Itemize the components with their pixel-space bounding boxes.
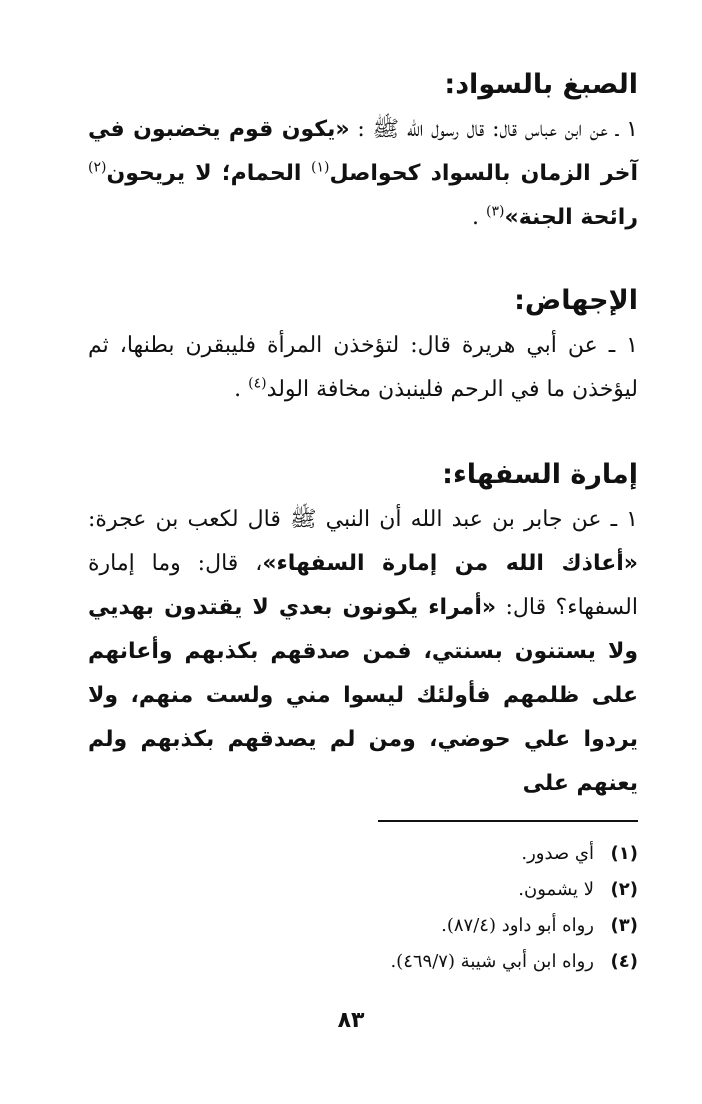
footnote-text: لا يشمون. (518, 879, 594, 900)
hadith-quote-part2: «أمراء يكونون بعدي لا يقتدون بهديي ولا يستنون بسنتي، فمن صدقهم بكذبهم وأعانهم على ظلمهم فأولئك ليسوا مني ولست منهم، ولا يردوا علي حوضي، ومن لم يصدقهم بكذبهم ولم يعنهم على (88, 595, 638, 796)
footnote-text: رواه ابن أبي شيبة (٤٦٩/٧). (390, 951, 594, 972)
sentence-end: . (234, 377, 242, 402)
section-heading-dyeing-black: الصبغ بالسواد: (444, 69, 638, 100)
footnote-number: (٣) (610, 915, 638, 936)
footnote-ref-4[interactable]: (٤) (248, 375, 267, 392)
footnote-ref-1[interactable]: (١) (311, 159, 330, 176)
hadith-intro: ١ ـ عن جابر بن عبد الله أن النبي ﷺ قال لكعب بن عجرة: (88, 507, 638, 532)
hadith-intro: ١ ـ عن ابن عباس قال: قال رسول الله ﷺ : (357, 117, 638, 142)
footnote-divider (378, 820, 638, 822)
footnote-number: (٢) (610, 879, 638, 900)
hadith-quote-part3: رائحة الجنة» (504, 205, 638, 230)
sentence-end: . (472, 205, 480, 230)
hadith-dialogue: ، قال: وما إمارة السفهاء؟ قال: (88, 551, 638, 620)
hadith-abortion-text: ١ ـ عن أبي هريرة قال: لتؤخذن المرأة فليبقرن بطنها، ثم ليؤخذن ما في الرحم فلينبذن مخافة الولد (88, 333, 638, 402)
section-heading-abortion: الإجهاض: (514, 285, 638, 316)
footnote-item (78, 908, 638, 944)
footnotes (78, 836, 638, 980)
footnote-number: (١) (610, 843, 638, 864)
footnote-text: أي صدور. (521, 843, 594, 864)
hadith-quote-part1: «يكون قوم يخضبون في آخر الزمان بالسواد كحواصل (88, 117, 639, 186)
footnote-item (78, 836, 638, 872)
footnote-item (78, 872, 638, 908)
footnote-number: (٤) (610, 951, 638, 972)
page-body (88, 62, 638, 806)
footnote-ref-2[interactable]: (٢) (88, 159, 107, 176)
hadith-quote-part1: «أعاذك الله من إمارة السفهاء» (262, 551, 638, 576)
hadith-abortion (88, 324, 638, 412)
hadith-quote-part2: الحمام؛ لا يريحون (106, 161, 302, 186)
footnote-item (78, 944, 638, 980)
footnote-ref-3[interactable]: (٣) (486, 203, 505, 220)
hadith-foolish-rulers (88, 498, 638, 806)
hadith-dyeing-black (88, 108, 638, 240)
footnote-text: رواه أبو داود (٨٧/٤). (441, 915, 594, 936)
section-heading-foolish-rulers: إمارة السفهاء: (442, 459, 638, 490)
page-number: ٨٣ (337, 1008, 365, 1033)
